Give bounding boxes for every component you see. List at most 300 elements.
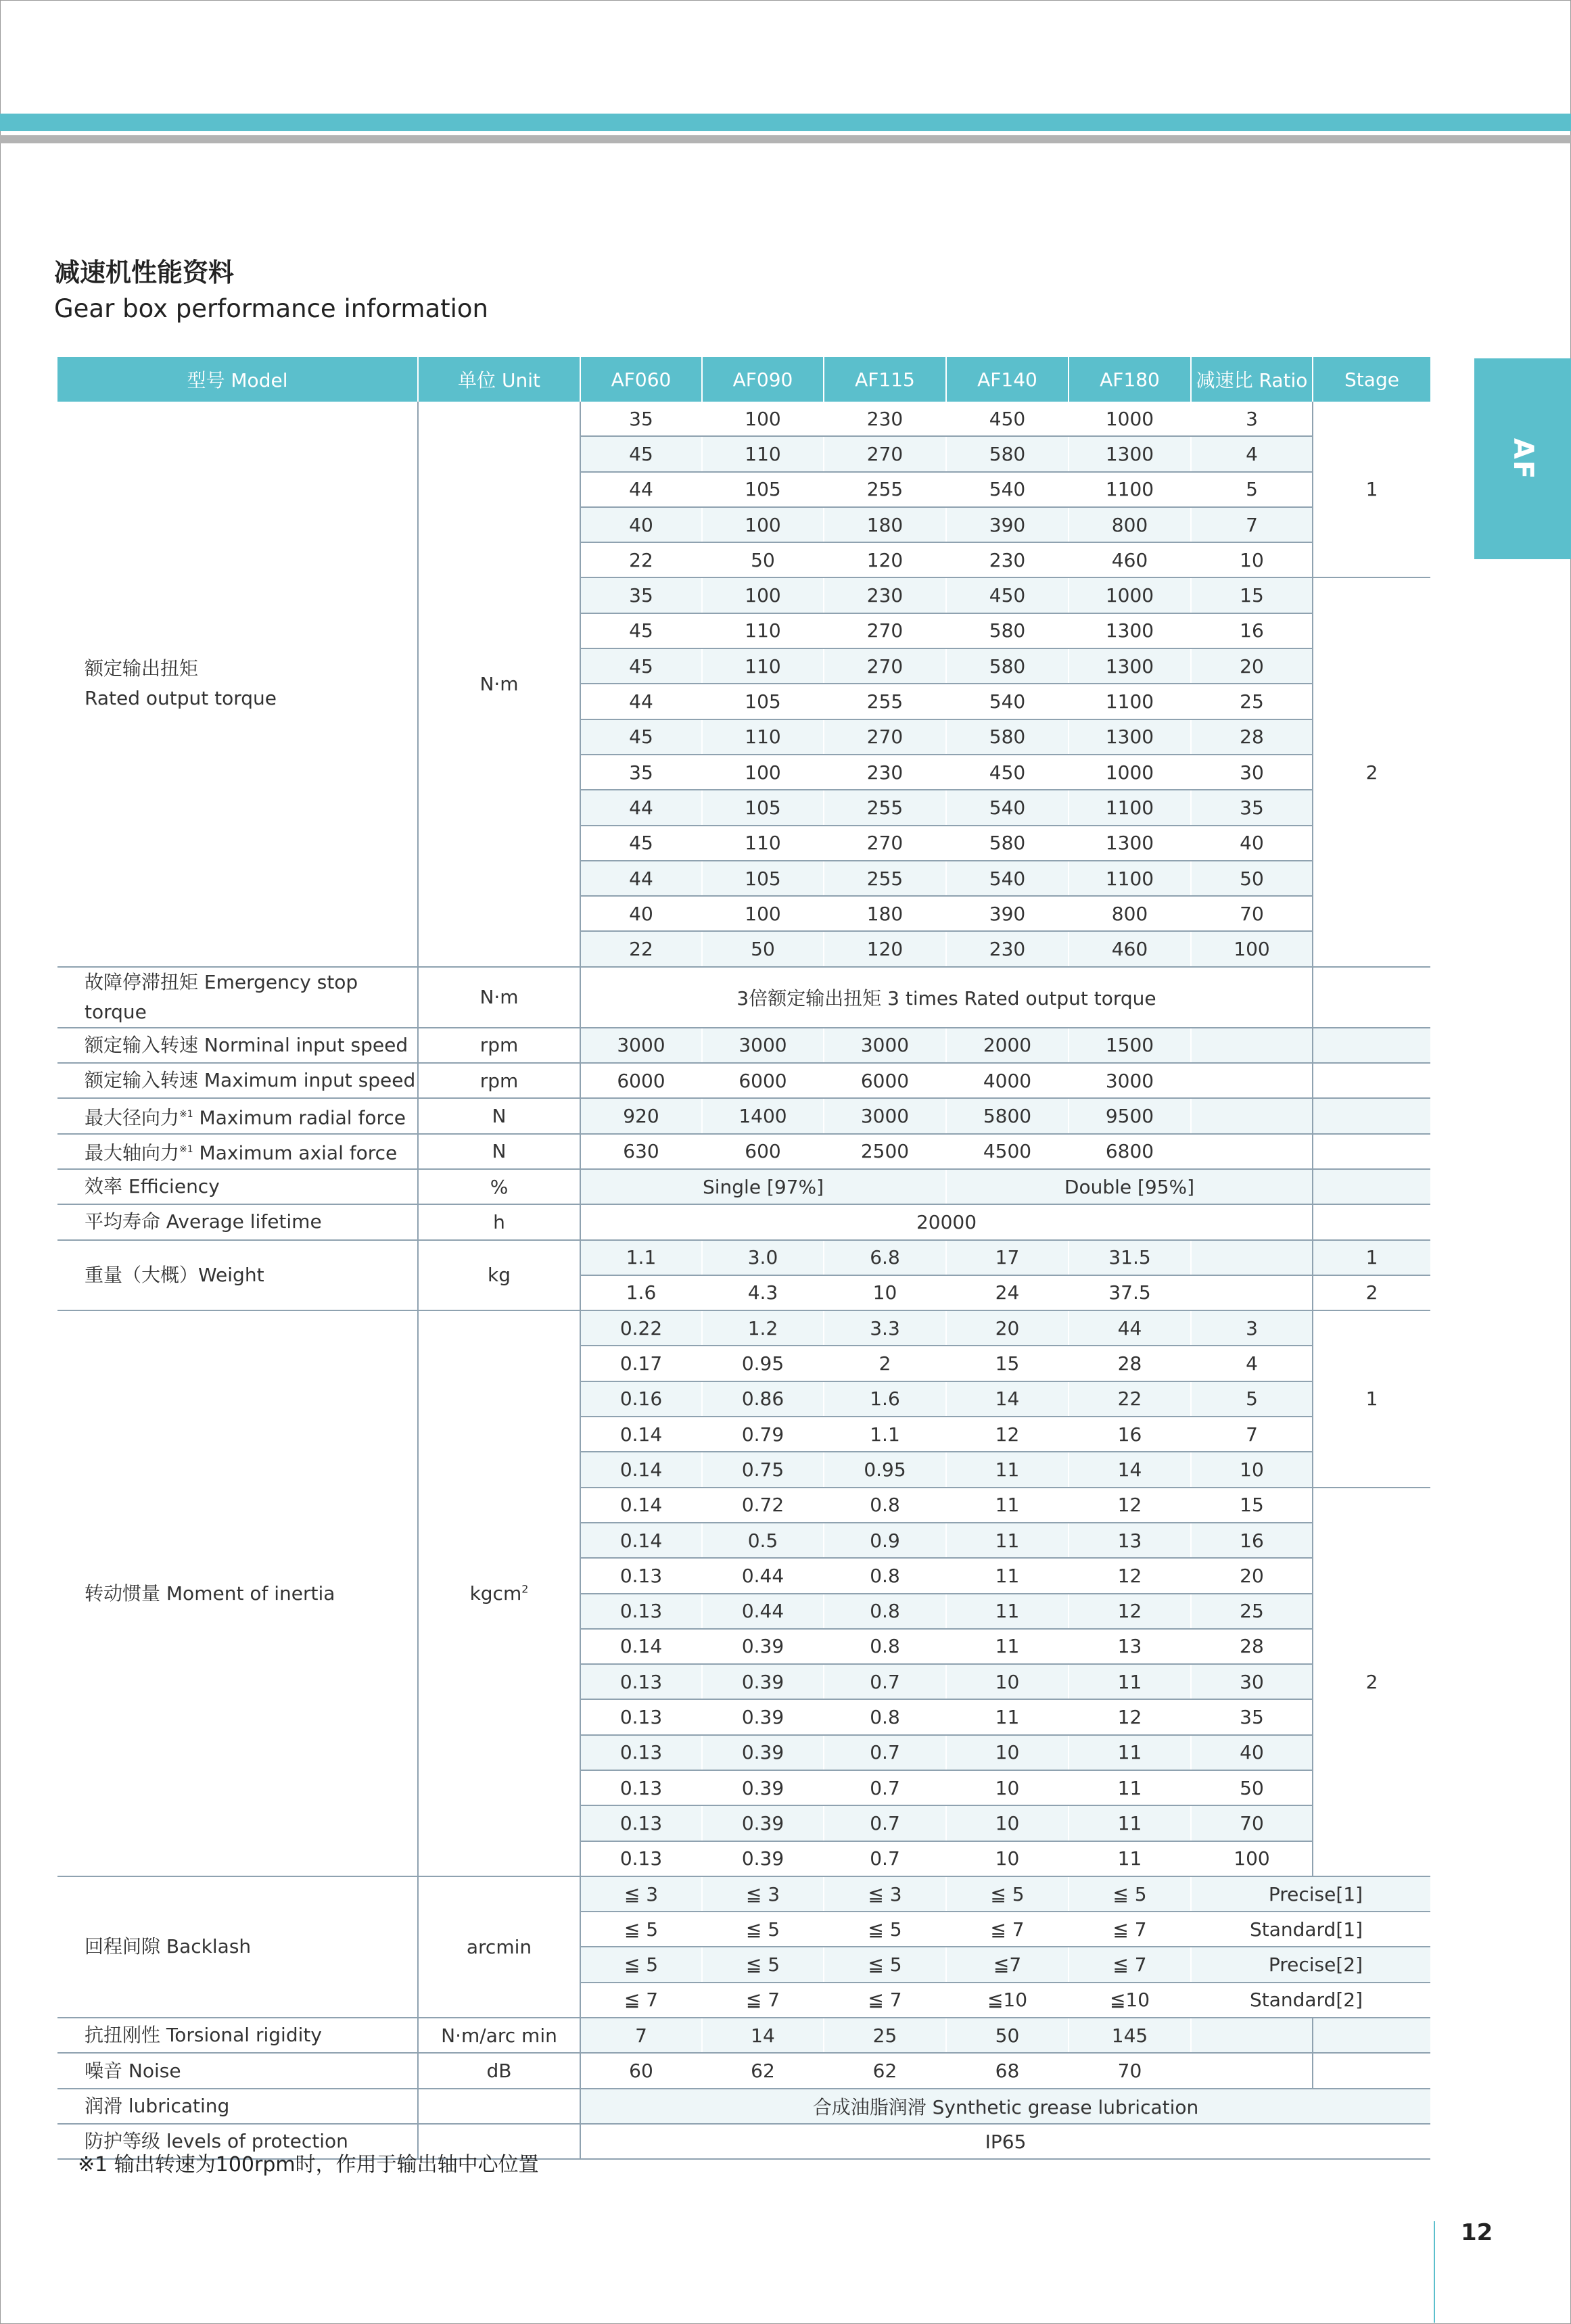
- ratio-cell: 50: [1191, 861, 1313, 896]
- label-text: 最大轴向力: [85, 1141, 180, 1164]
- value-cell: 11: [946, 1629, 1069, 1664]
- ratio-cell: 35: [1191, 790, 1313, 825]
- header-band-grey: [0, 135, 1571, 143]
- value-cell: 460: [1069, 931, 1191, 966]
- ratio-cell: 4: [1191, 436, 1313, 471]
- ratio-cell: 16: [1191, 1523, 1313, 1558]
- value-cell: 100: [702, 402, 824, 436]
- label-text: Maximum axial force: [193, 1141, 398, 1164]
- value-cell: 0.13: [580, 1558, 702, 1593]
- value-cell: 2: [824, 1346, 946, 1381]
- value-cell: 0.8: [824, 1629, 946, 1664]
- value-cell: 105: [702, 472, 824, 507]
- header-cell: AF115: [824, 357, 946, 402]
- value-cell: 0.95: [824, 1452, 946, 1487]
- header-cell: 单位 Unit: [418, 357, 580, 402]
- value-cell: 62: [702, 2053, 824, 2088]
- value-cell: 60: [580, 2053, 702, 2088]
- ratio-cell: 70: [1191, 896, 1313, 931]
- ratio-cell: 100: [1191, 931, 1313, 966]
- value-cell: 0.13: [580, 1841, 702, 1876]
- stage-cell: [1313, 1204, 1430, 1239]
- value-cell: 45: [580, 648, 702, 684]
- value-cell: 6000: [702, 1063, 824, 1098]
- value-cell: 10: [946, 1770, 1069, 1805]
- value-cell: 20: [946, 1310, 1069, 1346]
- value-cell: 11: [1069, 1770, 1191, 1805]
- value-cell: 0.14: [580, 1629, 702, 1664]
- table-row: [57, 1240, 1430, 1275]
- value-cell: 1.6: [580, 1275, 702, 1310]
- value-cell: 11: [946, 1488, 1069, 1523]
- grade-cell: Standard[1]: [1191, 1912, 1430, 1947]
- value-cell: 1300: [1069, 719, 1191, 755]
- value-cell: 100: [702, 507, 824, 542]
- row-label-axial-force: [57, 1134, 418, 1169]
- value-cell: 800: [1069, 896, 1191, 931]
- value-cell: 0.8: [824, 1594, 946, 1629]
- value-cell: 31.5: [1069, 1240, 1191, 1275]
- page-number: 12: [1461, 2219, 1493, 2246]
- stage-cell: [1313, 1134, 1430, 1169]
- stage-cell: [1313, 2018, 1430, 2053]
- value-cell: 68: [946, 2053, 1069, 2088]
- value-cell: 120: [824, 542, 946, 577]
- header-cell: AF060: [580, 357, 702, 402]
- unit-cell: N: [418, 1098, 580, 1133]
- value-cell: 11: [1069, 1805, 1191, 1841]
- table-row: [57, 1028, 1430, 1063]
- ratio-cell: 15: [1191, 1488, 1313, 1523]
- value-cell: 11: [1069, 1841, 1191, 1876]
- value-cell: 44: [1069, 1310, 1191, 1346]
- row-label-lubrication: 润滑 lubricating: [57, 2089, 418, 2124]
- value-cell: 230: [824, 577, 946, 613]
- ratio-cell: 10: [1191, 1452, 1313, 1487]
- value-cell: 12: [1069, 1488, 1191, 1523]
- value-cell: 0.13: [580, 1735, 702, 1770]
- value-cell: 12: [1069, 1558, 1191, 1593]
- side-tab: [1474, 358, 1571, 559]
- value-cell: 0.5: [702, 1523, 824, 1558]
- value-cell: ≦ 7: [946, 1912, 1069, 1947]
- ratio-cell: 35: [1191, 1699, 1313, 1734]
- value-cell: 105: [702, 684, 824, 719]
- value-cell: 0.13: [580, 1770, 702, 1805]
- value-cell: ≦ 3: [824, 1876, 946, 1912]
- value-cell: 230: [824, 402, 946, 436]
- ratio-cell: 25: [1191, 684, 1313, 719]
- value-cell: 540: [946, 472, 1069, 507]
- value-cell: 540: [946, 790, 1069, 825]
- value-cell: 540: [946, 861, 1069, 896]
- value-cell: 4.3: [702, 1275, 824, 1310]
- header-cell: 型号 Model: [57, 357, 418, 402]
- value-cell: Double [95%]: [946, 1169, 1313, 1204]
- unit-cell: rpm: [418, 1063, 580, 1098]
- value-cell: ≦ 7: [580, 1983, 702, 2018]
- ratio-cell: [1191, 1134, 1313, 1169]
- header-band-teal: [0, 114, 1571, 131]
- ratio-cell: [1191, 1275, 1313, 1310]
- value-cell: 0.13: [580, 1699, 702, 1734]
- value-cell: 16: [1069, 1417, 1191, 1452]
- stage-cell: [1313, 967, 1430, 1028]
- value-cell: 230: [824, 755, 946, 790]
- value-cell: 180: [824, 507, 946, 542]
- unit-cell: N·m: [418, 402, 580, 967]
- value-cell: ≦ 3: [580, 1876, 702, 1912]
- value-cell: 15: [946, 1346, 1069, 1381]
- value-cell: 0.95: [702, 1346, 824, 1381]
- value-cell: ≦ 5: [946, 1876, 1069, 1912]
- value-cell: 255: [824, 861, 946, 896]
- value-cell: 1100: [1069, 861, 1191, 896]
- value-cell: 35: [580, 577, 702, 613]
- value-cell: 120: [824, 931, 946, 966]
- ratio-cell: [1191, 2053, 1313, 2088]
- value-cell: 50: [702, 931, 824, 966]
- value-cell: 0.22: [580, 1310, 702, 1346]
- table-row: [57, 1876, 1430, 1912]
- table-row: [57, 1169, 1430, 1204]
- footnote-mark: ※1: [179, 1108, 193, 1120]
- value-cell: 580: [946, 826, 1069, 861]
- value-cell: 105: [702, 861, 824, 896]
- label-cn: 额定输出扭矩: [85, 657, 199, 680]
- unit-cell: kg: [418, 1240, 580, 1311]
- value-cell: 28: [1069, 1346, 1191, 1381]
- value-cell: ≦ 5: [580, 1947, 702, 1982]
- value-cell: 0.14: [580, 1452, 702, 1487]
- page-number-divider: [1434, 2221, 1435, 2323]
- value-cell: 1300: [1069, 436, 1191, 471]
- value-cell: 580: [946, 648, 1069, 684]
- value-cell: IP65: [580, 2124, 1430, 2159]
- value-cell: ≦ 5: [580, 1912, 702, 1947]
- value-cell: 800: [1069, 507, 1191, 542]
- value-cell: 1.1: [580, 1240, 702, 1275]
- ratio-cell: [1191, 1098, 1313, 1133]
- value-cell: 0.13: [580, 1805, 702, 1841]
- value-cell: 255: [824, 684, 946, 719]
- row-label-nominal-speed: 额定输入转速 Norminal input speed: [57, 1028, 418, 1063]
- ratio-cell: 16: [1191, 613, 1313, 648]
- value-cell: 35: [580, 755, 702, 790]
- value-cell: 11: [1069, 1735, 1191, 1770]
- ratio-cell: 3: [1191, 402, 1313, 436]
- value-cell: 45: [580, 719, 702, 755]
- value-cell: 0.8: [824, 1558, 946, 1593]
- unit-cell: N·m/arc min: [418, 2018, 580, 2053]
- unit-cell: [418, 2089, 580, 2124]
- ratio-cell: 20: [1191, 648, 1313, 684]
- value-cell: 50: [702, 542, 824, 577]
- value-cell: ≦ 5: [702, 1912, 824, 1947]
- value-cell: 230: [946, 542, 1069, 577]
- stage-cell: [1313, 2053, 1430, 2088]
- value-cell: 0.9: [824, 1523, 946, 1558]
- value-cell: 10: [946, 1735, 1069, 1770]
- unit-cell: %: [418, 1169, 580, 1204]
- value-cell: 1300: [1069, 613, 1191, 648]
- value-cell: 3000: [824, 1098, 946, 1133]
- value-cell: 0.39: [702, 1770, 824, 1805]
- value-cell: ≦ 7: [824, 1983, 946, 2018]
- page-title-en: Gear box performance information: [54, 294, 488, 323]
- ratio-cell: 20: [1191, 1558, 1313, 1593]
- unit-superscript: 2: [521, 1582, 529, 1596]
- stage-cell: 2: [1313, 1275, 1430, 1310]
- ratio-cell: 28: [1191, 1629, 1313, 1664]
- value-cell: 0.72: [702, 1488, 824, 1523]
- value-cell: 390: [946, 507, 1069, 542]
- table-row: [57, 2089, 1430, 2124]
- header-cell: Stage: [1313, 357, 1430, 402]
- value-cell: 0.7: [824, 1664, 946, 1699]
- table-row: [57, 1098, 1430, 1133]
- value-cell: 450: [946, 402, 1069, 436]
- value-cell: 100: [702, 577, 824, 613]
- value-cell: ≦ 3: [702, 1876, 824, 1912]
- grade-cell: Precise[2]: [1191, 1947, 1430, 1982]
- value-cell: 11: [946, 1523, 1069, 1558]
- value-cell: 0.79: [702, 1417, 824, 1452]
- value-cell: 62: [824, 2053, 946, 2088]
- value-cell: 1100: [1069, 790, 1191, 825]
- value-cell: 600: [702, 1134, 824, 1169]
- value-cell: 110: [702, 648, 824, 684]
- value-cell: 255: [824, 472, 946, 507]
- value-cell: 0.17: [580, 1346, 702, 1381]
- row-label-efficiency: 效率 Efficiency: [57, 1169, 418, 1204]
- row-label-backlash: 回程间隙 Backlash: [57, 1876, 418, 2018]
- value-cell: ≦ 5: [1069, 1876, 1191, 1912]
- value-cell: 0.86: [702, 1381, 824, 1417]
- value-cell: ≦ 7: [702, 1983, 824, 2018]
- grade-cell: Standard[2]: [1191, 1983, 1430, 2018]
- value-cell: 270: [824, 719, 946, 755]
- stage-cell: 1: [1313, 402, 1430, 577]
- ratio-cell: 30: [1191, 755, 1313, 790]
- value-cell: ≦ 5: [824, 1947, 946, 1982]
- value-cell: 100: [702, 896, 824, 931]
- value-cell: 12: [1069, 1699, 1191, 1734]
- value-cell: 12: [1069, 1594, 1191, 1629]
- value-cell: 45: [580, 436, 702, 471]
- stage-cell: 1: [1313, 1240, 1430, 1275]
- value-cell: 11: [946, 1558, 1069, 1593]
- value-cell: 4500: [946, 1134, 1069, 1169]
- stage-cell: [1313, 1098, 1430, 1133]
- table-row: [57, 2053, 1430, 2088]
- value-cell: 460: [1069, 542, 1191, 577]
- value-cell: 40: [580, 896, 702, 931]
- unit-cell: N·m: [418, 967, 580, 1028]
- value-cell: ≦ 7: [1069, 1912, 1191, 1947]
- value-cell: 4000: [946, 1063, 1069, 1098]
- value-cell: 3000: [702, 1028, 824, 1063]
- value-cell: 1400: [702, 1098, 824, 1133]
- value-cell: 11: [1069, 1664, 1191, 1699]
- label-text: Maximum radial force: [193, 1106, 406, 1129]
- value-cell: 22: [1069, 1381, 1191, 1417]
- ratio-cell: 28: [1191, 719, 1313, 755]
- table-row: [57, 1134, 1430, 1169]
- value-cell: 11: [946, 1699, 1069, 1734]
- value-cell: 44: [580, 684, 702, 719]
- value-cell: 105: [702, 790, 824, 825]
- value-cell: 13: [1069, 1629, 1191, 1664]
- table-row: [57, 2018, 1430, 2053]
- value-cell: 3倍额定输出扭矩 3 times Rated output torque: [580, 967, 1313, 1028]
- value-cell: 50: [946, 2018, 1069, 2053]
- ratio-cell: 70: [1191, 1805, 1313, 1841]
- value-cell: 6000: [824, 1063, 946, 1098]
- value-cell: 1.2: [702, 1310, 824, 1346]
- ratio-cell: 7: [1191, 1417, 1313, 1452]
- ratio-cell: 40: [1191, 826, 1313, 861]
- stage-cell: [1313, 1028, 1430, 1063]
- value-cell: 44: [580, 861, 702, 896]
- value-cell: 110: [702, 613, 824, 648]
- value-cell: 35: [580, 402, 702, 436]
- value-cell: 1100: [1069, 684, 1191, 719]
- unit-cell: N: [418, 1134, 580, 1169]
- table-row: [57, 402, 1430, 436]
- value-cell: 0.7: [824, 1735, 946, 1770]
- value-cell: 270: [824, 648, 946, 684]
- value-cell: 5800: [946, 1098, 1069, 1133]
- value-cell: 390: [946, 896, 1069, 931]
- value-cell: 13: [1069, 1523, 1191, 1558]
- value-cell: 3.3: [824, 1310, 946, 1346]
- label-text: 最大径向力: [85, 1106, 180, 1129]
- label-en: Rated output torque: [85, 687, 277, 710]
- value-cell: 110: [702, 436, 824, 471]
- value-cell: 0.14: [580, 1523, 702, 1558]
- value-cell: 14: [1069, 1452, 1191, 1487]
- value-cell: 44: [580, 472, 702, 507]
- ratio-cell: 40: [1191, 1735, 1313, 1770]
- value-cell: 17: [946, 1240, 1069, 1275]
- value-cell: 450: [946, 577, 1069, 613]
- value-cell: 0.14: [580, 1488, 702, 1523]
- value-cell: 20000: [580, 1204, 1313, 1239]
- header-cell: AF180: [1069, 357, 1191, 402]
- unit-cell: dB: [418, 2053, 580, 2088]
- page-title-cn: 减速机性能资料: [54, 258, 235, 287]
- value-cell: 14: [946, 1381, 1069, 1417]
- ratio-cell: 25: [1191, 1594, 1313, 1629]
- value-cell: 0.7: [824, 1770, 946, 1805]
- row-label-lifetime: 平均寿命 Average lifetime: [57, 1204, 418, 1239]
- value-cell: 11: [946, 1594, 1069, 1629]
- value-cell: 0.13: [580, 1664, 702, 1699]
- value-cell: 40: [580, 507, 702, 542]
- value-cell: 580: [946, 613, 1069, 648]
- value-cell: 11: [946, 1452, 1069, 1487]
- row-label-protection: 防护等级 levels of protection: [57, 2124, 418, 2159]
- unit-cell: h: [418, 1204, 580, 1239]
- value-cell: 10: [946, 1664, 1069, 1699]
- value-cell: 1000: [1069, 577, 1191, 613]
- value-cell: 9500: [1069, 1098, 1191, 1133]
- footnote-mark: ※1: [179, 1144, 193, 1156]
- value-cell: ≦7: [946, 1947, 1069, 1982]
- value-cell: 230: [946, 931, 1069, 966]
- value-cell: 6.8: [824, 1240, 946, 1275]
- value-cell: 0.14: [580, 1417, 702, 1452]
- unit-cell: [418, 1310, 580, 1876]
- value-cell: ≦10: [946, 1983, 1069, 2018]
- value-cell: 3000: [1069, 1063, 1191, 1098]
- row-label-rigidity: 抗扭刚性 Torsional rigidity: [57, 2018, 418, 2053]
- value-cell: 1000: [1069, 755, 1191, 790]
- value-cell: 44: [580, 790, 702, 825]
- ratio-cell: 7: [1191, 507, 1313, 542]
- unit-cell: arcmin: [418, 1876, 580, 2018]
- value-cell: 270: [824, 436, 946, 471]
- value-cell: 145: [1069, 2018, 1191, 2053]
- value-cell: 7: [580, 2018, 702, 2053]
- ratio-cell: 10: [1191, 542, 1313, 577]
- value-cell: 0.39: [702, 1805, 824, 1841]
- value-cell: 0.39: [702, 1629, 824, 1664]
- table-row: [57, 967, 1430, 1028]
- value-cell: ≦ 5: [824, 1912, 946, 1947]
- table-header-row: [57, 357, 1430, 402]
- unit-text: kgcm: [469, 1582, 522, 1605]
- value-cell: 1.6: [824, 1381, 946, 1417]
- table-row: [57, 1310, 1430, 1346]
- value-cell: 0.75: [702, 1452, 824, 1487]
- value-cell: 180: [824, 896, 946, 931]
- header-cell: AF090: [702, 357, 824, 402]
- value-cell: 0.39: [702, 1735, 824, 1770]
- value-cell: 0.44: [702, 1594, 824, 1629]
- row-label-radial-force: [57, 1098, 418, 1133]
- side-tab-label: AF: [1507, 437, 1539, 480]
- table-row: [57, 1204, 1430, 1239]
- value-cell: 45: [580, 613, 702, 648]
- value-cell: ≦ 5: [702, 1947, 824, 1982]
- value-cell: 1500: [1069, 1028, 1191, 1063]
- value-cell: 0.39: [702, 1664, 824, 1699]
- value-cell: 6800: [1069, 1134, 1191, 1169]
- stage-cell: 1: [1313, 1310, 1430, 1487]
- row-label-max-speed: 额定输入转速 Maximum input speed: [57, 1063, 418, 1098]
- value-cell: 580: [946, 719, 1069, 755]
- value-cell: Single [97%]: [580, 1169, 946, 1204]
- ratio-cell: 50: [1191, 1770, 1313, 1805]
- ratio-cell: [1191, 1028, 1313, 1063]
- value-cell: 25: [824, 2018, 946, 2053]
- value-cell: ≦10: [1069, 1983, 1191, 2018]
- ratio-cell: 5: [1191, 1381, 1313, 1417]
- value-cell: 12: [946, 1417, 1069, 1452]
- value-cell: 0.7: [824, 1805, 946, 1841]
- stage-cell: 2: [1313, 577, 1430, 966]
- value-cell: 1.1: [824, 1417, 946, 1452]
- value-cell: 24: [946, 1275, 1069, 1310]
- value-cell: 540: [946, 684, 1069, 719]
- value-cell: 1300: [1069, 826, 1191, 861]
- row-label-inertia: 转动惯量 Moment of inertia: [57, 1310, 418, 1876]
- row-label-rated-torque: [57, 402, 418, 967]
- value-cell: 2500: [824, 1134, 946, 1169]
- value-cell: 1300: [1069, 648, 1191, 684]
